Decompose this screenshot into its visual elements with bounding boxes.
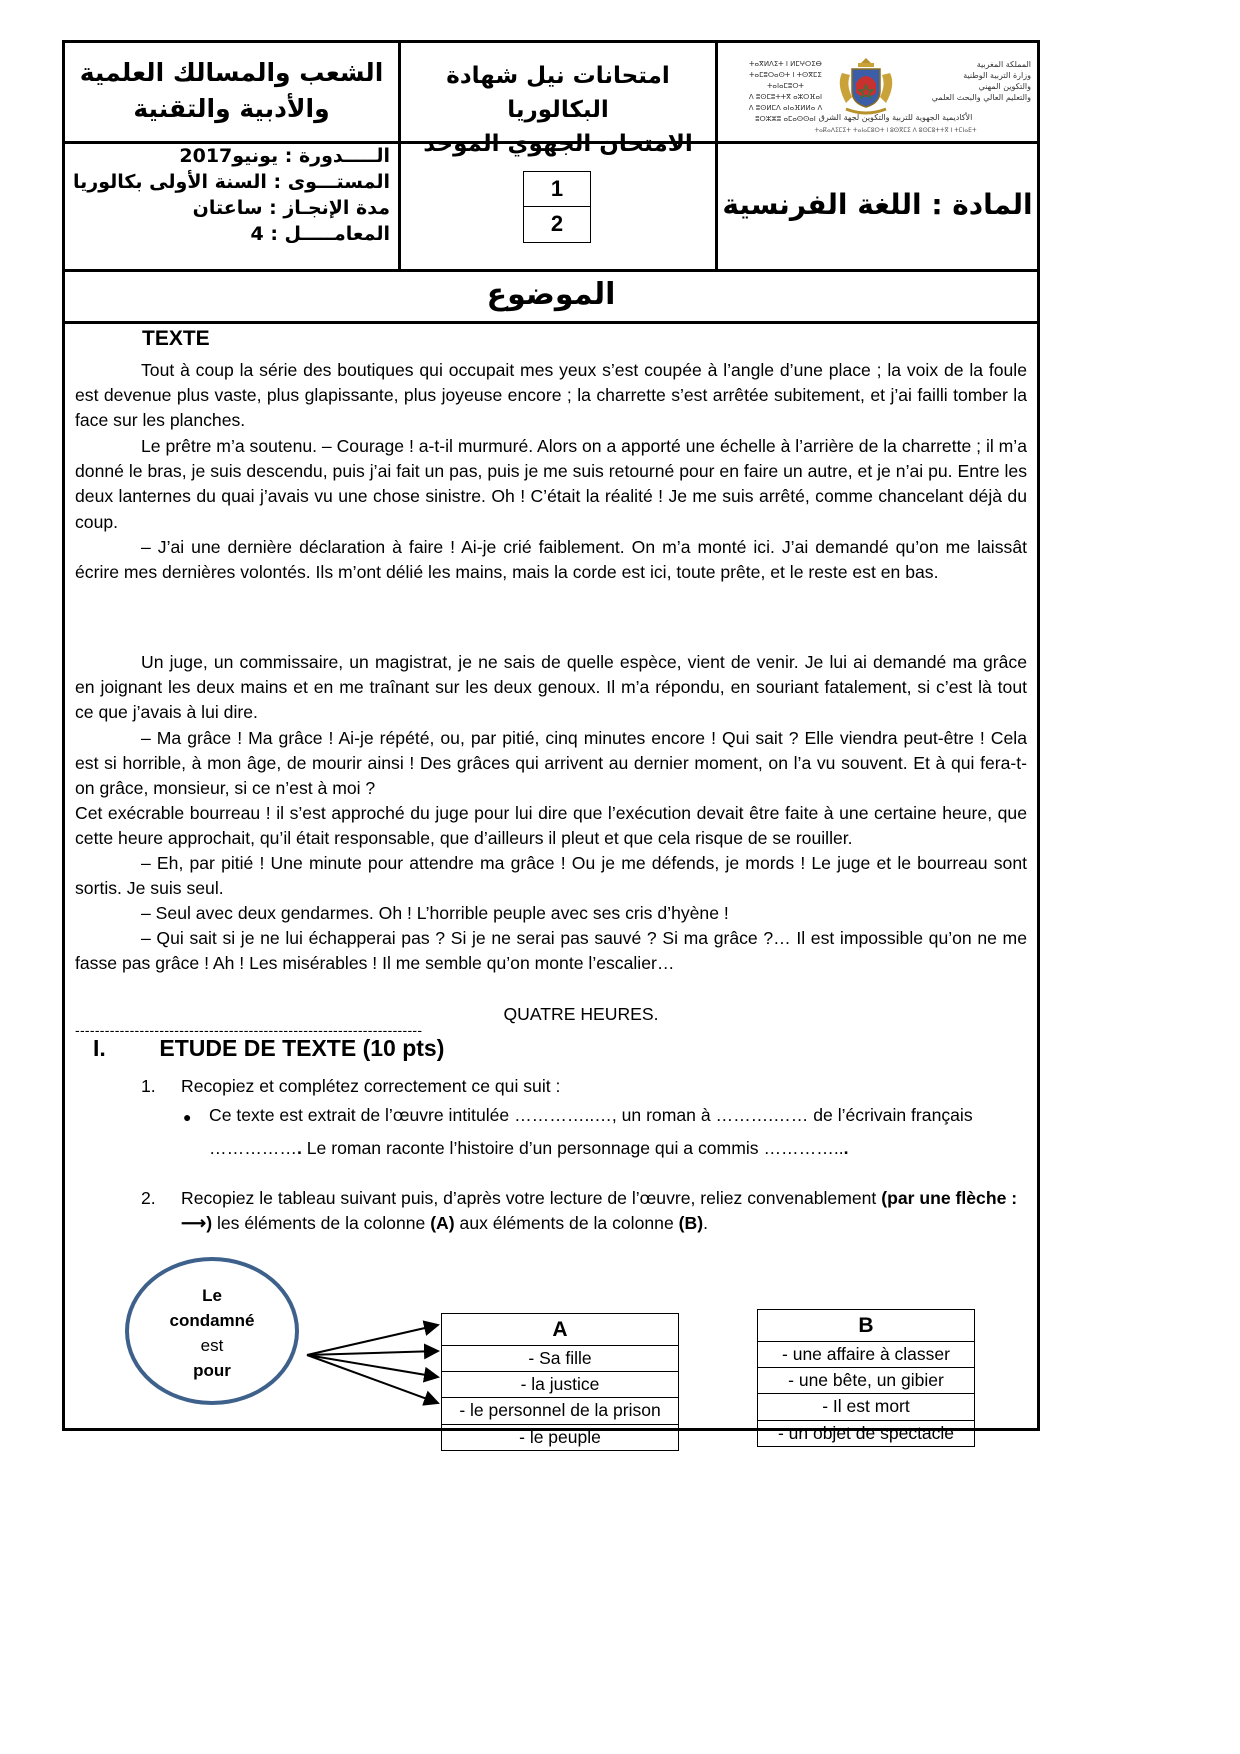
theme-title: الموضوع xyxy=(486,277,616,312)
streams-line-2: والأدبية والتقنية xyxy=(133,94,330,123)
exam-page-frame xyxy=(62,40,1040,1447)
texte-heading: TEXTE xyxy=(142,327,210,350)
column-b-cell: - un objet de spectacle xyxy=(758,1420,975,1446)
page-current: 1 xyxy=(524,172,590,207)
text-paragraph: – Seul avec deux gendarmes. Oh ! L’horrible peuple avec ses cris d’hyène ! xyxy=(141,903,729,923)
fill-in-text: Le roman raconte l’histoire d’un personnage qui a commis ………….. xyxy=(301,1138,844,1158)
arrow-icon: ⟶ xyxy=(181,1213,207,1234)
condemned-oval xyxy=(125,1257,299,1405)
column-a-cell: - la justice xyxy=(442,1372,679,1398)
text-paragraph: – J’ai une dernière déclaration à faire ! Ai-je crié faiblement. On m’a monté ici. J’ai demandé qu’on me laissât écrire mes dernières volontés. Ils m’ont délié les mains, mais la corde est ici, toute prête, et le reste est en bas. xyxy=(75,537,1027,583)
streams-title xyxy=(65,43,398,141)
column-a-cell: - le personnel de la prison xyxy=(442,1398,679,1424)
level-field: المستـــوى : السنة الأولى بكالوريا xyxy=(73,171,390,193)
exam-line-1: امتحانات نيل شهادة البكالوريا xyxy=(446,63,670,123)
text-paragraph: – Eh, par pitié ! Une minute pour attendre ma grâce ! Ou je me défends, je mords ! Le juge et le bourreau sont sortis. Je suis seul. xyxy=(75,853,1027,899)
text-paragraph: – Ma grâce ! Ma grâce ! Ai-je répété, ou, par pitié, cinq minutes encore ! Qui sait ? Elle viendra peut-être ! Cela est si horrible, à mon âge, de mourir ainsi ! Des grâces qui arrivent au dernier moment, on l’a vu souvent. Et à qui fera-t-on grâce, monsieur, si ce n’est à moi ? xyxy=(75,728,1027,799)
exam-line-2: الامتحان الجهوي الموحد xyxy=(423,131,693,157)
duration-field: مدة الإنجـاز : ساعتان xyxy=(192,197,390,219)
column-b-cell: - Il est mort xyxy=(758,1394,975,1420)
blank-dots: …………… xyxy=(209,1138,297,1158)
fill-in-line-1: Ce texte est extrait de l’œuvre intitulée …………..…, un roman à ……….…… de l’écrivain français xyxy=(209,1105,973,1125)
ministry-logo-block xyxy=(718,43,1037,141)
page-total: 2 xyxy=(550,211,564,236)
question-instruction: Recopiez le tableau suivant puis, d’après votre lecture de l’œuvre, reliez convenablement (par une flèche : ⟶) les éléments de la colonne (A) aux éléments de la colonne (B). xyxy=(181,1188,1018,1234)
text-paragraph: Cet exécrable bourreau ! il s’est approché du juge pour lui dire que l’exécution devait être faite à une certaine heure, que cette heure approchait, qu’il était responsable, que d’ailleurs il pleut et que cela risque de se rouiller. xyxy=(75,803,1027,849)
fill-in-line-2 xyxy=(209,1136,1029,1161)
separator-line: ---------------------------------------------------------------------- xyxy=(75,1022,423,1038)
period: . xyxy=(296,1138,302,1158)
column-a-header: A xyxy=(442,1314,679,1346)
question-instruction: Recopiez et complétez correctement ce qui suit : xyxy=(181,1076,561,1096)
column-a-cell: - Sa fille xyxy=(442,1346,679,1372)
oval-line: pour xyxy=(193,1361,231,1380)
column-a-cell: - le peuple xyxy=(442,1424,679,1450)
header-row-theme xyxy=(65,269,1037,324)
text-closing: QUATRE HEURES. xyxy=(503,1004,659,1024)
page-number-box xyxy=(523,171,591,243)
tifinagh-ministry-text: ⵜⴰⴳⵍⴷⵉⵜ ⵏ ⵍⵎⵖⵔⵉⴱ ⵜⴰⵎⵓⵔⴰⵙⵜ ⵏ ⵜⵙⴳⵎⵉ ⵜⴰⵏⴰⵎⵓⵔⵜ ⴷ ⵓⵙⵎⵓⵜⵜⴳ ⴰⵣⵔⴼⴰⵏ ⴷ ⵓⵙⵍⵎⴷ ⴰⵏⴰⴼⵍⵍⴰ ⴷ ⵓⵔⵣⵣⵓ ⴰⵎⴰⵙⵙⴰⵏ xyxy=(748,60,823,123)
question-number: 1. xyxy=(141,1076,156,1096)
column-b-header: B xyxy=(758,1310,975,1342)
streams-line-1: الشعب والمسالك العلمية xyxy=(79,58,384,87)
question-number: 2. xyxy=(141,1188,156,1208)
coefficient-field: المعامـــــل : 4 xyxy=(250,223,390,245)
text-paragraph: Tout à coup la série des boutiques qui occupait mes yeux s’est coupée à l’angle d’une place ; la voix de la foule est devenue plus vaste, plus glapissante, plus joyeuse encore ; la charrette s’est arrêtée subitement, et j’ai failli tomber la face sur les planches. xyxy=(75,360,1027,431)
exam-info xyxy=(65,141,398,269)
academy-name-tifinagh: ⵜⴰⴽⴰⴷⵉⵎⵉⵜ ⵜⴰⵏⴰⵎⵓⵔⵜ ⵏ ⵓⵙⴳⵎⵉ ⴷ ⵓⵙⵎⵓⵜⵜⴳ ⵏ ⵜⵎⵏⴰⴹⵜ xyxy=(814,127,977,134)
column-b-cell: - une bête, un gibier xyxy=(758,1368,975,1394)
text-paragraph: Un juge, un commissaire, un magistrat, je ne sais de quelle espèce, vient de venir. Je lui ai demandé ma grâce en joignant les deux mains et en me traînant sur les deux genoux. Il m’a répondu, en souriant fatalement, si c’est là tout ce que j’avais à lui dire. xyxy=(75,652,1027,723)
academy-name: الأكاديمية الجهوية للتربية والتكوين لجهة الشرق xyxy=(818,113,973,122)
column-b-table xyxy=(757,1309,975,1447)
session-field: الـــــدورة : يونيو2017 xyxy=(179,145,390,167)
arabic-ministry-text: المملكة المغربية وزارة التربية الوطنية والتكوين المهني والتعليم العالي والبحث العلمي xyxy=(931,60,1031,102)
section-number: I. xyxy=(93,1035,106,1061)
oval-line: Le xyxy=(202,1286,222,1305)
oval-line: est xyxy=(200,1336,224,1355)
section-title: ETUDE DE TEXTE (10 pts) xyxy=(159,1035,445,1061)
subject-title: المادة : اللغة الفرنسية xyxy=(722,188,1033,221)
bullet-icon: ● xyxy=(183,1109,192,1125)
column-b-cell: - une affaire à classer xyxy=(758,1342,975,1368)
column-a-table xyxy=(441,1313,679,1451)
text-paragraph: Le prêtre m’a soutenu. – Courage ! a-t-il murmuré. Alors on a apporté une échelle à l’arrière de la charrette ; il m’a donné le bras, je suis descendu, puis j’ai fait un pas, puis je me suis retourné pour en faire un autre, et je n’ai pu. Entre les deux lanternes du quai j’avais vu une chose sinistre. Oh ! C’était la réalité ! Je me suis arrêté, comme chancelant déjà du coup. xyxy=(75,436,1027,532)
period: . xyxy=(843,1138,849,1158)
section-heading xyxy=(93,1036,444,1061)
header-row-info xyxy=(65,141,1037,272)
link-arrows-icon xyxy=(295,1309,445,1409)
text-paragraph: – Qui sait si je ne lui échapperai pas ? Si je ne serai pas sauvé ? Si ma grâce ?… Il est impossible qu’on ne me fasse pas grâce ! Ah ! Les misérables ! Il me semble qu’on monte l’escalier… xyxy=(75,928,1027,974)
divider xyxy=(398,141,401,269)
exam-title xyxy=(401,43,715,157)
coat-of-arms-icon xyxy=(836,55,896,117)
oval-line: condamné xyxy=(169,1311,255,1330)
